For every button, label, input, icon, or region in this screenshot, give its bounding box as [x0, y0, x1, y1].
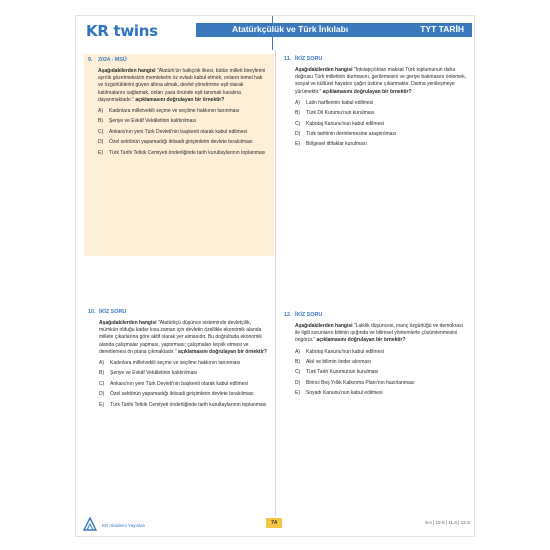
option-text: Soyadı Kanunu'nun kabul edilmesi: [306, 390, 383, 397]
answer-option[interactable]: [99, 381, 269, 388]
answer-option[interactable]: [295, 359, 467, 366]
question-prompt-bold: Aşağıdakilerden hangisi: [98, 68, 156, 74]
option-text: Bölgesel ittifaklar kurulması: [306, 141, 367, 148]
option-letter: C): [98, 128, 104, 135]
answer-options: [99, 360, 269, 409]
option-letter: A): [98, 108, 103, 115]
answer-option[interactable]: [295, 349, 467, 356]
question-stem: [295, 323, 467, 345]
option-text: Türk Tarih Kurumunun kurulması: [306, 369, 379, 376]
question-source-tag: İKİZ SORU: [295, 312, 323, 318]
option-text: Türk Tarihi Tetkik Cemiyeti önderliğinde tarih kurultaylarının toplanması: [110, 401, 267, 408]
question-prompt-bold: açıklamasını doğrulayan bir örnektir?: [315, 337, 406, 344]
question-body: [99, 320, 269, 412]
option-text: Birinci Beş Yıllık Kalkınma Planı'nın hazırlanması: [306, 379, 415, 386]
answer-option[interactable]: [99, 360, 269, 367]
answer-option[interactable]: [99, 402, 269, 409]
question-source-tag: İKİZ SORU: [295, 56, 323, 62]
option-letter: D): [98, 139, 104, 146]
option-letter: D): [295, 130, 301, 137]
option-letter: E): [98, 149, 103, 156]
question-number: 12.: [284, 312, 292, 318]
option-text: Akıl ve bilimin önder alınması: [306, 359, 372, 365]
option-letter: B): [295, 110, 300, 117]
option-text: Özel sektörün yapamadığı iktisadi girişimlerin devlete bırakılması: [110, 391, 254, 398]
question-quote: "Laiklik düşüncesi, inanç özgürlüğü ve demokrasi ile ilgili sorunların bilimin ışığında ve bilimsel yöntemlerle çözümlenmesini öngörür.": [295, 323, 463, 344]
option-text: Şeriye ve Evkâf Vekâletinin kaldırılması: [109, 118, 197, 125]
page-title: Atatürkçülük ve Türk İnkılabı: [232, 24, 349, 34]
option-letter: A): [295, 348, 300, 355]
question-prompt-bold: Aşağıdakilerden hangisi: [99, 320, 157, 326]
grade-levels: 9.A | 10.S | 11.A | 12.S: [425, 520, 470, 525]
subject-tag: TYT TARİH: [420, 24, 464, 34]
option-letter: A): [295, 99, 300, 106]
question-stem: [295, 67, 467, 96]
publisher-name: KR Akademi Yayınları: [102, 523, 146, 528]
answer-option[interactable]: [295, 131, 467, 138]
question-prompt-bold: açıklamasını doğrulayan bir örnektir?: [133, 96, 225, 103]
question-prompt-bold: Aşağıdakilerden hangisi: [295, 67, 353, 73]
document-page: [76, 16, 474, 536]
option-text: Türk tarihinin derinlemesine araştırılması: [306, 130, 397, 137]
question-stem: [98, 68, 268, 104]
answer-options: [295, 100, 467, 149]
answer-option[interactable]: [295, 121, 467, 128]
answer-option[interactable]: [98, 150, 268, 157]
answer-option[interactable]: [295, 141, 467, 148]
question-prompt-bold: Aşağıdakilerden hangisi: [295, 323, 353, 329]
answer-option[interactable]: [99, 391, 269, 398]
answer-option[interactable]: [98, 139, 268, 146]
question-prompt-bold: açıklamasını doğrulayan bir örnektir?: [321, 88, 412, 95]
question-9: [84, 54, 274, 256]
brand-logo: KR twins: [86, 22, 158, 40]
option-text: Özel sektörün yapamadığı iktisadi girişimlerin devlete bırakılması: [109, 139, 253, 146]
question-prompt-bold: açıklamasını doğrulayan bir örnektir?: [176, 348, 267, 355]
answer-option[interactable]: [295, 380, 467, 387]
option-letter: D): [295, 379, 301, 386]
answer-option[interactable]: [295, 369, 467, 376]
answer-options: [295, 349, 467, 398]
publisher-logo-icon: [82, 516, 98, 532]
option-text: Türk Tarihi Tetkik Cemiyeti önderliğinde tarih kurultaylarının toplanması: [109, 149, 266, 156]
option-letter: E): [295, 141, 300, 148]
answer-option[interactable]: [98, 118, 268, 125]
question-number: 10.: [88, 309, 96, 315]
option-letter: E): [295, 390, 300, 397]
question-quote: "Atatürk'ün halkçılık ilkesi, bütün milleti bireylerini ayrılık gözetmeksizin memleketin öz evladı kabul etmek, onların temel hak ve özgürlüklerini güven altına almak, devlet yönetimine eşit olarak katılmalarını sağlamak, onları yasa önünde eşit tanımak kuralına dayanmaktadır.": [98, 68, 266, 103]
option-text: Ankara'nın yeni Türk Devleti'nin başkenti olarak kabul edilmesi: [109, 128, 247, 135]
question-body: [98, 68, 268, 160]
question-number: 11.: [284, 56, 292, 62]
answer-option[interactable]: [295, 100, 467, 107]
answer-option[interactable]: [99, 370, 269, 377]
option-text: Şeriye ve Evkâf Vekâletinin kaldırılması: [110, 370, 198, 377]
option-letter: C): [295, 120, 301, 127]
option-text: Ankara'nın yeni Türk Devleti'nin başkenti olarak kabul edilmesi: [110, 380, 248, 387]
option-text: Latin harflerinin kabul edilmesi: [306, 99, 374, 106]
option-text: Kabotaj Kanunu'nun kabul edilmesi: [306, 348, 384, 355]
question-quote: "Atatürkçü düşünce sisteminde devletçilik, mümkün olduğu kadar kısa zaman için devletin özellikle ekonomik alanda millete çıkarlarına göre aktif olarak yer almasıdır. Bu doğrultuda ekonomik alanda çalışmalar yapması, yaptırması; çalışmaları teşvik etmesi ve denetlemesi ön plana çıkmaktadır.": [99, 320, 262, 355]
page-header: [76, 16, 474, 50]
answer-options: [98, 108, 268, 157]
option-text: Kadınlara milletvekili seçme ve seçilme hakkının tanınması: [110, 360, 241, 367]
question-body: [295, 67, 467, 152]
option-letter: B): [98, 118, 103, 125]
answer-option[interactable]: [98, 129, 268, 136]
question-stem: [99, 320, 269, 356]
option-letter: D): [99, 391, 105, 398]
option-letter: C): [295, 369, 301, 376]
option-letter: E): [99, 401, 104, 408]
question-source-tag: 2024 - MSÜ: [98, 57, 127, 63]
page-number: 74: [266, 518, 282, 528]
question-body: [295, 323, 467, 401]
option-text: Türk Dil Kurumu'nun kurulması: [306, 110, 375, 117]
question-number: 9.: [88, 57, 93, 63]
column-divider: [275, 50, 276, 516]
question-quote: "İnkılapçılıktan maksat Türk toplumunun daha doğrusu Türk milletinin durmasını, gerilemesini ve geriye bakmasını önlemek, sosyal ve kültürel hayatını çağın üstüne çıkarmaktır. Daima yenileşmeye yürümektir.": [295, 67, 467, 95]
option-text: Kadınlara milletvekili seçme ve seçilme hakkının tanınması: [109, 108, 240, 115]
answer-option[interactable]: [98, 108, 268, 115]
question-source-tag: İKİZ SORU: [99, 309, 127, 315]
option-text: Kabotaj Kanunu'nun kabul edilmesi: [306, 120, 384, 127]
option-letter: B): [295, 359, 300, 365]
answer-option[interactable]: [295, 390, 467, 397]
page-footer: [76, 516, 474, 536]
option-letter: A): [99, 360, 104, 367]
option-letter: B): [99, 370, 104, 377]
option-letter: C): [99, 380, 105, 387]
answer-option[interactable]: [295, 110, 467, 117]
header-bar: [196, 23, 472, 37]
